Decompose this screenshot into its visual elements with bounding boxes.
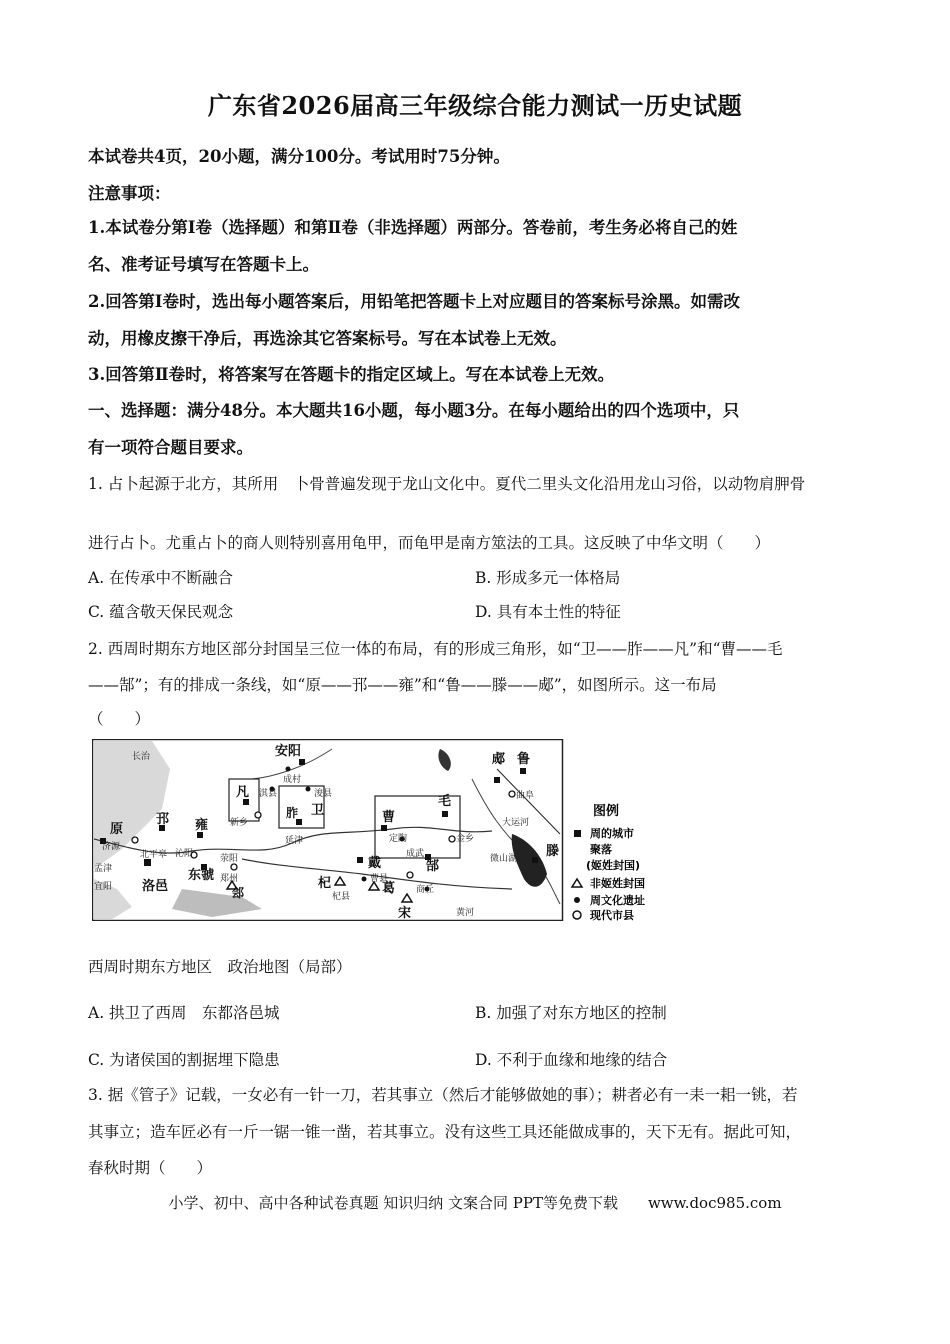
notes-heading: 注意事项： [88,184,171,203]
note-line: 3.回答第Ⅱ卷时，将答案写在答题卡的指定区域上。写在本试卷上无效。 [88,365,615,384]
q1-option-a[interactable]: A. 在传承中不断融合 [88,569,234,587]
map-label-lu: 鲁 [517,752,531,767]
map-label-weishanhu: 微山湖 [490,854,518,864]
note-line: 2.回答第Ⅰ卷时，选出每小题答案后，用铅笔把答题卡上对应题目的答案标号涂黑。如需改 [88,292,740,311]
legend-settlement: 聚落 [590,843,612,856]
q2-stem: 2. 西周时期东方地区部分封国呈三位一体的布局，有的形成三角形，如“卫——胙——凡”和“曹——毛 [88,640,783,658]
map-label-yunhe: 大运河 [502,818,530,828]
map-label-huanghe: 黄河 [456,908,475,918]
map-label-jinxiang: 金乡 [456,834,475,844]
legend-title: 图例 [592,804,620,819]
map-label-dai: 戴 [368,856,382,871]
map-legend [572,803,645,921]
map-label-shangqiu: 商丘 [416,885,435,895]
map-label-yong: 雍 [195,818,209,833]
map-label-yuan: 原 [110,822,124,837]
exam-intro: 本试卷共4页，20小题，满分100分。考试用时75分钟。 [88,147,510,166]
q2-stem: （ ） [88,710,151,728]
section-heading: 一、选择题：满分48分。本大题共16小题，每小题3分。在每小题给出的四个选项中，只 [88,401,740,420]
map-label-yiyang: 宜阳 [94,882,113,892]
map-label-dongguo: 东虢 [188,868,215,883]
note-line: 1.本试卷分第Ⅰ卷（选择题）和第Ⅱ卷（非选择题）两部分。答卷前，考生务必将自己的姓 [88,218,738,237]
legend-ji-state: (姬姓封国) [586,859,641,872]
map-label-beiping: 北平皋 [140,850,168,860]
map-label-qinyang: 沁阳 [175,849,194,859]
legend-county: 现代市县 [590,909,634,921]
map-label-mengjin: 孟津 [94,864,113,874]
map-label-jiyuan: 济源 [102,842,121,852]
legend-site: 周文化遗址 [590,894,645,907]
q1-stem: 1. 占卜起源于北方，其所用 卜骨普遍发现于龙山文化中。夏代二里头文化沿用龙山习俗，以动物肩胛骨 [88,475,806,493]
map-label-yanjin: 延津 [285,836,304,846]
map-label-ge: 葛 [382,881,396,896]
map-label-qufu: 曲阜 [516,791,535,801]
q2-option-a[interactable]: A. 拱卫了西周 东都洛邑城 [88,1004,280,1022]
q1-option-d[interactable]: D. 具有本土性的特征 [475,603,621,621]
map-label-caoxian: 曹县 [370,874,389,884]
legend-non-ji: 非姬姓封国 [590,877,645,890]
q2-option-d[interactable]: D. 不利于血缘和地缘的结合 [475,1051,668,1069]
q3-stem: 其事立；造车匠必有一斤一锯一锥一凿，若其事立。没有这些工具还能做成事的，天下无有。据此可知， [88,1123,802,1141]
map-label-chengwu: 成武 [406,849,425,859]
q1-stem: 进行占卜。尤重占卜的商人则特别喜用龟甲，而龟甲是南方筮法的工具。这反映了中华文明（ ） [88,534,771,552]
map-figure [92,739,646,921]
map-label-luoyi: 洛邑 [142,879,169,894]
map-label-xinxiang: 新乡 [230,818,249,828]
note-line: 名、准考证号填写在答题卡上。 [88,255,319,274]
q3-stem: 3. 据《管子》记载，一女必有一针一刀，若其事立（然后才能够做她的事）；耕者必有一耒一耜一铫，若 [88,1086,798,1104]
map-label-yu: 邘 [156,812,170,827]
map-caption: 西周时期东方地区 政治地图（局部） [88,958,352,976]
map-label-qixian2: 杞县 [332,892,351,902]
map-label-kuai: 郐 [232,886,245,900]
q2-option-c[interactable]: C. 为诸侯国的割据埋下隐患 [88,1051,280,1069]
q1-option-b[interactable]: B. 形成多元一体格局 [475,569,621,587]
map-label-anyang: 安阳 [275,744,302,759]
q1-option-c[interactable]: C. 蕴含敬天保民观念 [88,603,234,621]
map-label-teng: 滕 [546,844,560,859]
map-label-junxian: 浚县 [314,789,333,799]
map-label-cao: 曹 [382,810,396,825]
map-label-qixian: 淇县 [259,789,278,799]
map-label-fan: 凡 [236,785,250,800]
map-label-mao: 毛 [438,794,452,809]
q3-stem: 春秋时期（ ） [88,1159,213,1177]
map-label-gao: 郜 [426,859,440,874]
map-label-chengcun: 成村 [283,775,302,785]
page-footer: 小学、初中、高中各种试卷真题 知识归纳 文案合同 PPT等免费下载 www.doc985.com [168,1194,782,1212]
note-line: 动，用橡皮擦干净后，再选涂其它答案标号。写在本试卷上无效。 [88,329,567,348]
q2-stem: ——郜”；有的排成一条线，如“原——邘——雍”和“鲁——滕——郕”，如图所示。这一布局 [88,676,717,694]
map-label-wei: 卫 [311,803,325,818]
legend-city: 周的城市 [590,827,634,840]
map-label-song: 宋 [398,906,412,921]
map-label-qi: 杞 [318,876,332,891]
map-label-dingtao: 定陶 [389,834,408,844]
map-label-changzhi: 长治 [132,752,151,762]
map-label-zhengzhou: 郑州 [220,874,239,884]
map-label-xingyang: 荥阳 [220,854,239,864]
page-title: 广东省2026届高三年级综合能力测试一历史试题 [207,91,743,120]
map-label-zuo: 胙 [286,806,299,820]
q2-option-b[interactable]: B. 加强了对东方地区的控制 [475,1004,667,1022]
map-label-cheng: 郕 [492,752,506,767]
section-heading: 有一项符合题目要求。 [88,438,253,457]
